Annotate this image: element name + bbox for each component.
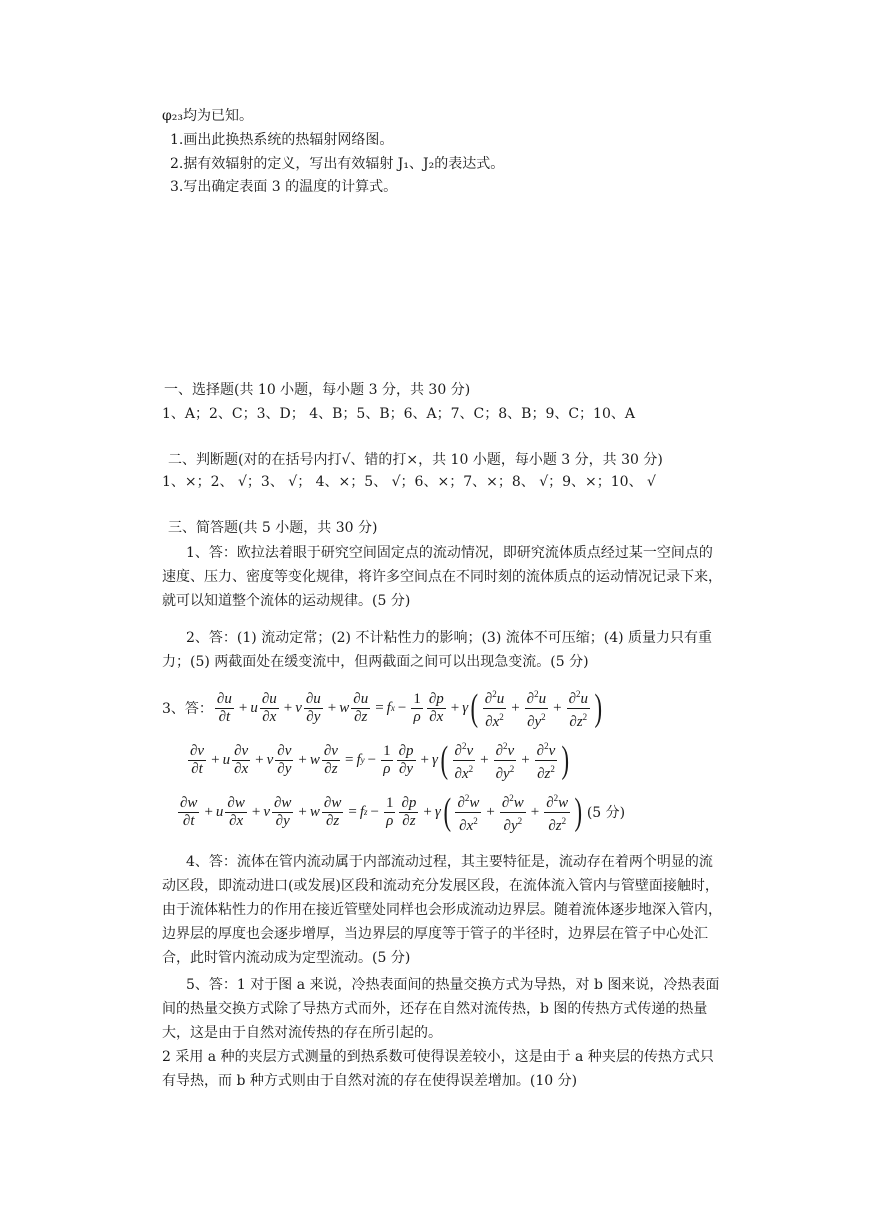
navier-stokes-eq-y: $\frac{\partial v}{\partial t}$ + u $\frac{\partial v}{\partial x}$ + v $\frac{\partial v}{\partial y}$ + w $\frac{\partial v}{\partial z}$ = f y − $\frac{1}{\rho}$ $\frac{\partial p}{\partial y}$ + γ ( $\frac{\partial^2v}{\partial x^2}$ + $\frac{\partial^2v}{\partial y^2}$ + $\frac{\partial^2v}{\partial z^2}$ ) xyxy=(190,739,570,782)
section-2-title: 二、判断题(对的在括号内打√、错的打×，共 10 小题，每小题 3 分，共 30 分) xyxy=(168,452,663,468)
answer-3-prefix: 3、答： xyxy=(162,701,213,717)
section-2-answers: 1、×；2、 √；3、 √； 4、×；5、 √；6、×；7、×；8、 √；9、×；10、 √ xyxy=(162,474,656,490)
navier-stokes-eq-z: $\frac{\partial w}{\partial t}$ + u $\frac{\partial w}{\partial x}$ + v $\frac{\partial w}{\partial y}$ + w $\frac{\partial w}{\partial z}$ = f z − $\frac{1}{\rho}$ $\frac{\partial p}{\partial z}$ + γ ( $\frac{\partial^2w}{\partial x^2}$ + $\frac{\partial^2w}{\partial y^2}$ + $\frac{\partial^2w}{\partial z^2}$ ) (5 分) xyxy=(180,791,626,834)
section-1-answers: 1、A；2、C；3、D； 4、B；5、B；6、A；7、C；8、B；9、C；10、A xyxy=(162,406,635,422)
section-3-title: 三、简答题(共 5 小题，共 30 分) xyxy=(168,520,378,536)
answer-5-part-1: 5、答：1 对于图 a 来说，冷热表面间的热量交换方式为导热，对 b 图来说，冷热表面间的热量交换方式除了导热方式而外，还存在自然对流传热，b 图的传热方式传递的热量大，这是由于自然对流传热的存在所引起的。 xyxy=(162,977,720,1041)
answer-5-part-2: 2 采用 a 种的夹层方式测量的到热系数可使得误差较小，这是由于 a 种夹层的传热方式只有导热，而 b 种方式则由于自然对流的存在使得误差增加。(10 分) xyxy=(162,1049,714,1089)
top-line-3: 2.据有效辐射的定义，写出有效辐射 J₁、J₂的表达式。 xyxy=(170,156,505,172)
top-line-2: 1.画出此换热系统的热辐射网络图。 xyxy=(170,132,394,148)
answer-2: 2、答：(1) 流动定常；(2) 不计粘性力的影响；(3) 流体不可压缩；(4) 质量力只有重力；(5) 两截面处在缓变流中，但两截面之间可以出现急变流。(5 分) xyxy=(162,630,713,670)
answer-4: 4、答：流体在管内流动属于内部流动过程，其主要特征是，流动存在着两个明显的流动区段，即流动进口(或发展)区段和流动充分发展区段，在流体流入管内与管壁面接触时，由于流体粘性力的作用在接近管壁处同样也会形成流动边界层。随着流体逐步地深入管内，边界层的厚度也会逐步增厚，当边界层的厚度等于管子的半径时，边界层在管子中心处汇合，此时管内流动成为定型流动。(5 分) xyxy=(162,854,722,966)
navier-stokes-eq-x: 3、答： $\frac{\partial u}{\partial t}$ + u $\frac{\partial u}{\partial x}$ + v $\frac{\partial u}{\partial y}$ + w $\frac{\partial u}{\partial z}$ = f x − $\frac{1}{\rho}$ $\frac{\partial p}{\partial x}$ + γ ( $\frac{\partial^2u}{\partial x^2}$ + $\frac{\partial^2u}{\partial y^2}$ + $\frac{\partial^2u}{\partial z^2}$ ) xyxy=(162,687,603,730)
section-1-title: 一、选择题(共 10 小题，每小题 3 分，共 30 分) xyxy=(164,382,471,398)
answer-3-score: (5 分) xyxy=(586,805,626,821)
top-line-4: 3.写出确定表面 3 的温度的计算式。 xyxy=(170,179,398,195)
answer-1: 1、答：欧拉法着眼于研究空间固定点的流动情况，即研究流体质点经过某一空间点的速度、压力、密度等变化规律，将许多空间点在不同时刻的流体质点的运动情况记录下来，就可以知道整个流体的运动规律。(5 分) xyxy=(162,545,722,609)
top-line-1: φ₂₃均为已知。 xyxy=(162,108,254,124)
